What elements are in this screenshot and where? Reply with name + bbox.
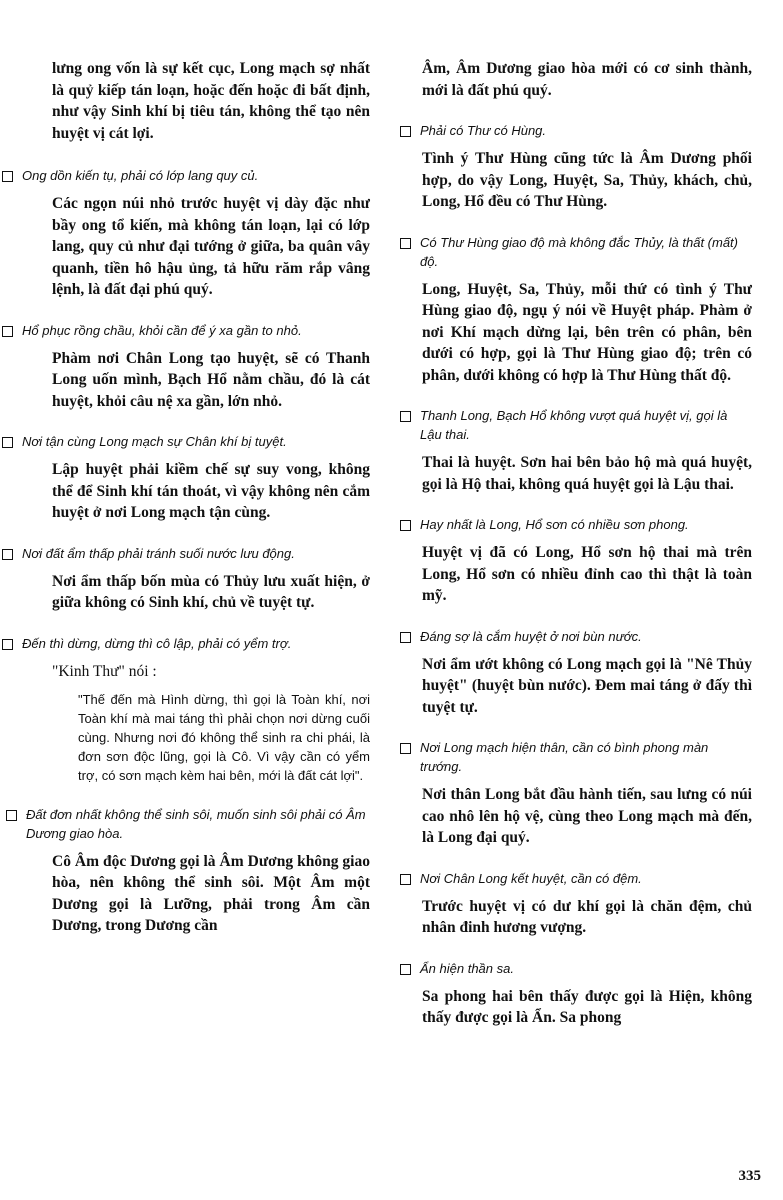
checkbox-icon	[2, 326, 13, 337]
checkbox-icon	[2, 549, 13, 560]
section-heading: Ẩn hiện thần sa.	[420, 960, 514, 976]
section-body: Trước huyệt vị có dư khí gọi là chăn đệm, chủ nhân đinh hương vượng.	[422, 897, 752, 936]
section-10	[400, 515, 752, 607]
section-heading: Nơi Chân Long kết huyệt, cần có đệm.	[420, 870, 642, 886]
checkbox-icon	[2, 639, 13, 650]
section-6	[26, 805, 370, 937]
section-heading: Phải có Thư có Hùng.	[420, 123, 547, 138]
section-body: Các ngọn núi nhỏ trước huyệt vị dày đặc như bầy ong tổ kiến, mà không tán loạn, lại có lớp lang, quy củ như đại tướng ở giữa, ba quân vây quanh, tiền hô hậu ủng, tả hữu răm rắp vâng lệnh, là đất đại phú quý.	[52, 195, 370, 298]
section-8	[400, 233, 752, 387]
section-heading: Có Thư Hùng giao độ mà không đắc Thủy, là thất (mất) độ.	[420, 234, 738, 269]
checkbox-icon	[400, 964, 411, 975]
quote-intro: "Kinh Thư" nói :	[52, 662, 157, 680]
page-number: 335	[738, 1168, 761, 1184]
right-intro-text: Âm, Âm Dương giao hòa mới có cơ sinh thành, mới là đất phú quý.	[422, 60, 752, 99]
checkbox-icon	[400, 126, 411, 137]
checkbox-icon	[2, 437, 13, 448]
section-body: Cô Âm độc Dương gọi là Âm Dương không giao hòa, nên không thể sinh sôi. Một Âm một Dương gọi là Lưỡng, phải trong Âm cần Dương, trong Dương cần	[52, 852, 370, 934]
section-11	[400, 627, 752, 719]
section-body: Nơi ẩm ướt không có Long mạch gọi là "Nê Thủy huyệt" (huyệt bùn nước). Đem mai táng ở đấy thì tuyệt tự.	[422, 655, 752, 716]
section-13	[400, 869, 752, 939]
section-heading: Nơi tận cùng Long mạch sự Chân khí bị tuyệt.	[22, 434, 287, 449]
section-14	[400, 959, 752, 1029]
checkbox-icon	[6, 810, 17, 821]
section-heading: Hay nhất là Long, Hổ sơn có nhiều sơn phong.	[420, 517, 689, 532]
section-heading: Đến thì dừng, dừng thì cô lập, phải có yểm trợ.	[22, 635, 292, 651]
section-body: Long, Huyệt, Sa, Thủy, mỗi thứ có tình ý Thư Hùng giao độ, ngụ ý nói về Huyệt pháp. Phàm ở nơi Khí mạch dừng lại, bên trên có phân, bên dưới có hợp, gọi là Thư Hùng giao độ; trên có phân, dưới không có hợp là Thư Hùng thất độ.	[422, 280, 752, 384]
section-heading: Đất đơn nhất không thể sinh sôi, muốn sinh sôi phải có Âm Dương giao hòa.	[26, 806, 366, 841]
section-2	[22, 321, 370, 413]
section-4	[22, 544, 370, 614]
checkbox-icon	[400, 238, 411, 249]
section-body: Sa phong hai bên thấy được gọi là Hiện, không thấy được gọi là Ẩn. Sa phong	[422, 987, 752, 1026]
section-body: Tình ý Thư Hùng cũng tức là Âm Dương phối hợp, do vậy Long, Huyệt, Sa, Thủy, khách, chủ, Long, Hổ đều có Thư Hùng.	[422, 150, 752, 210]
checkbox-icon	[2, 171, 13, 182]
left-intro-text: lưng ong vốn là sự kết cục, Long mạch sợ nhất là quỷ kiếp tán loạn, hoặc đến hoặc đi bất định, như vậy Sinh khí bị tiêu tán, không thể tạo nên huyệt vị cát lợi.	[52, 60, 370, 142]
section-heading: Ong dồn kiến tụ, phải có lớp lang quy củ.	[22, 168, 259, 183]
checkbox-icon	[400, 743, 411, 754]
checkbox-icon	[400, 632, 411, 643]
section-5	[22, 634, 370, 785]
section-body: Thai là huyệt. Sơn hai bên bảo hộ mà quá huyệt, gọi là Hộ thai, không quá huyệt gọi là Lậu thai.	[422, 454, 752, 493]
section-body: Phàm nơi Chân Long tạo huyệt, sẽ có Thanh Long uốn mình, Bạch Hổ nằm chầu, đó là cát huyệt, khỏi câu nệ xa gần, lớn nhỏ.	[52, 349, 370, 410]
section-body: Nơi ẩm thấp bốn mùa có Thủy lưu xuất hiện, ở giữa không có Sinh khí, chủ về tuyệt tự.	[52, 572, 370, 611]
section-3	[22, 432, 370, 524]
quote-text: "Thế đến mà Hình dừng, thì gọi là Toàn khí, nơi Toàn khí mà mai táng thì phải chọn nơi dừng cuối cùng. Nhưng nơi đó không thể sinh ra chi phái, là đơn sơn độc lũng, gọi là Cô. Vì vậy cần có yểm trợ, có sơn mạch kèm hai bên, mới là đất cát lợi".	[78, 691, 370, 783]
section-9	[400, 406, 752, 495]
section-7	[400, 121, 752, 213]
checkbox-icon	[400, 520, 411, 531]
section-heading: Đáng sợ là cắm huyệt ở nơi bùn nước.	[420, 628, 642, 644]
section-heading: Nơi đất ẩm thấp phải tránh suối nước lưu động.	[22, 545, 295, 561]
section-heading: Thanh Long, Bạch Hổ không vượt quá huyệt vị, gọi là Lậu thai.	[420, 408, 728, 442]
checkbox-icon	[400, 411, 411, 422]
right-column	[400, 58, 752, 1029]
section-body: Lập huyệt phải kiềm chế sự suy vong, không thể để Sinh khí tán thoát, vì vậy không nên cắm huyệt ở nơi Long mạch tận cùng.	[52, 461, 370, 521]
section-heading: Nơi Long mạch hiện thân, cần có bình phong màn trướng.	[420, 740, 709, 774]
section-12	[400, 738, 752, 849]
section-body: Nơi thân Long bắt đầu hành tiến, sau lưng có núi cao nhô lên hộ vệ, cùng theo Long mạch mà đến, là Long đại quý.	[422, 786, 752, 846]
left-column	[22, 58, 370, 937]
checkbox-icon	[400, 874, 411, 885]
section-1	[22, 166, 370, 301]
section-heading: Hổ phục rồng chầu, khỏi cần để ý xa gần to nhỏ.	[22, 322, 302, 338]
section-body: Huyệt vị đã có Long, Hổ sơn hộ thai mà trên Long, Hổ sơn có nhiều đỉnh cao thì thật là toàn mỹ.	[422, 544, 752, 604]
